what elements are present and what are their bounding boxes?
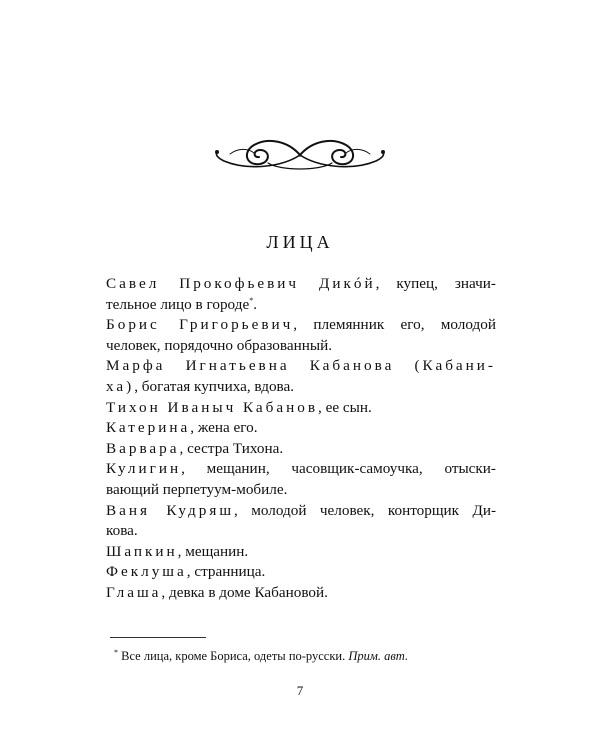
list-item <box>106 398 496 419</box>
character-name: Марфа Игнатьевна Кабанова (Кабани- <box>106 357 496 375</box>
character-description: , богатая купчиха, вдова. <box>134 377 295 395</box>
character-description: тельное лицо в городе <box>106 295 250 313</box>
list-item <box>106 418 496 439</box>
character-name: Кулигин <box>106 460 182 478</box>
character-description: , жена его. <box>190 419 258 437</box>
page-number: 7 <box>296 683 304 698</box>
footnote-attribution: Прим. авт. <box>348 649 409 663</box>
character-description: кова. <box>106 522 138 540</box>
character-description: , купец, значи- <box>375 275 496 292</box>
list-item <box>106 356 496 397</box>
footnote-divider <box>110 637 206 638</box>
list-item <box>106 583 496 604</box>
character-description: , племянник его, молодой <box>293 316 496 334</box>
character-name: Катерина <box>106 419 191 437</box>
list-item: Савел Прокофьевич Дикóй, купец, значи- тельное лицо в городе*. <box>106 275 496 313</box>
list-item <box>106 501 496 542</box>
character-description: , мещанин. <box>177 542 249 560</box>
character-name: Тихон Иваныч Кабанов <box>106 398 319 416</box>
character-description: , сестра Тихона. <box>179 439 284 457</box>
character-name: ха) <box>106 377 135 395</box>
footnote-text: Все лица, кроме Бориса, одеты по-русски. <box>118 649 349 663</box>
character-description: , молодой человек, конторщик Ди- <box>234 501 497 519</box>
character-name: Борис Григорьевич <box>106 316 294 334</box>
list-item <box>106 542 496 563</box>
footnote <box>114 649 408 664</box>
character-name: Ваня Кудряш <box>106 501 235 519</box>
character-name: Савел Прокофьевич Дикóй <box>106 275 376 292</box>
footnote-mark: * <box>249 295 254 305</box>
page-title: ЛИЦА <box>266 232 334 252</box>
character-name: Глаша <box>106 583 162 601</box>
character-name: Феклуша <box>106 563 187 581</box>
list-item <box>106 439 496 460</box>
character-name: Шапкин <box>106 542 178 560</box>
list-item <box>106 562 496 583</box>
list-item <box>106 459 496 500</box>
footnote-mark: * <box>114 647 118 657</box>
character-description: , мещанин, часовщик-самоучка, отыски- <box>181 460 496 478</box>
character-description: , странница. <box>186 563 266 581</box>
list-item <box>106 315 496 356</box>
character-name: Варвара <box>106 439 180 457</box>
character-description: вающий перпетуум-мобиле. <box>106 480 288 498</box>
character-description: , ее сын. <box>318 398 372 416</box>
character-description: , девка в доме Кабановой. <box>161 583 328 601</box>
characters-list <box>106 274 496 604</box>
character-description: человек, порядочно образованный. <box>106 336 332 354</box>
flourish-ornament-icon <box>210 133 390 179</box>
